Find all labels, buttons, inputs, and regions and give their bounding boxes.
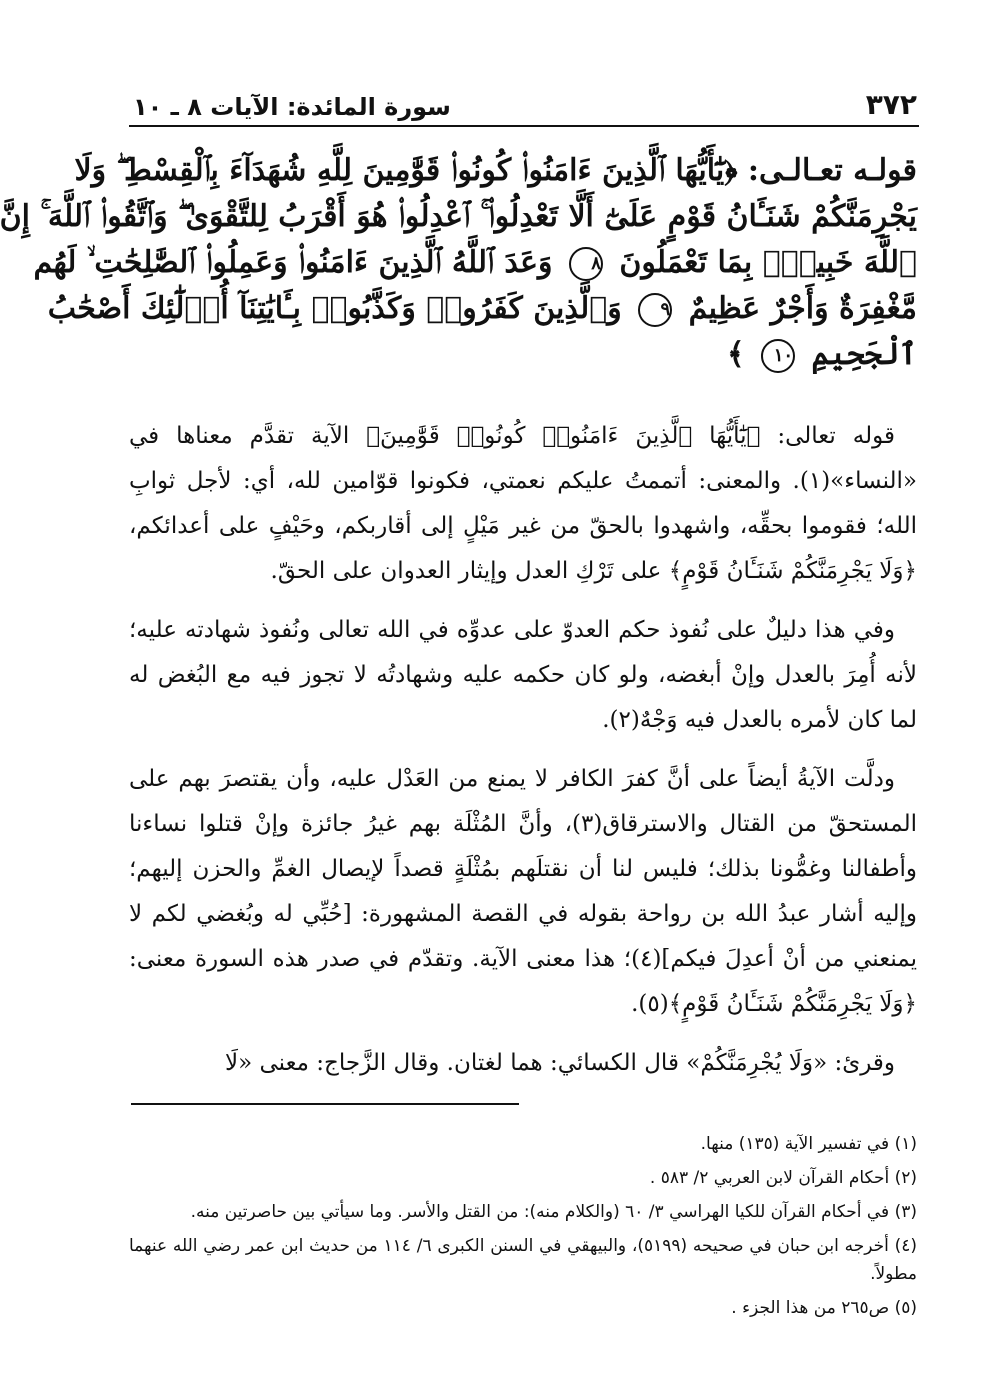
quran-line-1: قولـه تعـالـى: ﴿يَٰٓأَيُّهَا ٱلَّذِينَ ءَامَنُوا۟ كُونُوا۟ قَوَّٰمِينَ لِلَّهِ شُهَدَآءَ بِٱلْقِسْطِ ۖ وَلَا bbox=[74, 153, 917, 188]
verse-number-marker: ٩ bbox=[638, 293, 672, 327]
paragraph: وقرئ: «وَلَا يُجْرِمَنَّكُمْ» قال الكسائي: هما لغتان. وقال الزَّجاج: معنى «لَا bbox=[224, 1050, 895, 1076]
quran-closing-bracket: ﴾ bbox=[727, 337, 745, 372]
page-header bbox=[133, 80, 917, 122]
footnote: (١) في تفسير الآية (١٣٥) منها. bbox=[700, 1134, 917, 1154]
footnote: (٥) ص٢٦٥ من هذا الجزء . bbox=[731, 1298, 917, 1318]
paragraph: قوله تعالى: ﴿يَٰٓأَيُّهَا ٱلَّذِينَ ءَامَنُوا۟ كُونُوا۟ قَوَّٰمِينَ﴾ الآية تقدَّم معناها في «النساء»(١). والمعنى: أتممتُ عليكم نعمتي، فكونوا قوّامين لله، أي: لأجل ثوابِ الله؛ فقوموا بحقِّه، واشهدوا بالحقّ من غير مَيْلٍ إلى أقاربكم، وحَيْفٍ على أعدائكم، ﴿وَلَا يَجْرِمَنَّكُمْ شَنَـَٔانُ قَوْمٍ﴾ على تَرْكِ العدل وإيثار العدوان على الحقّ. bbox=[129, 423, 917, 584]
footnote-separator bbox=[131, 1103, 519, 1105]
verse-number-marker: ٨ bbox=[569, 247, 603, 281]
page-number: ٣٧٢ bbox=[865, 88, 917, 121]
quran-line-5-start: ٱلْجَحِيمِ bbox=[811, 337, 917, 372]
quran-line-3-rest: وَعَدَ ٱللَّهُ ٱلَّذِينَ ءَامَنُوا۟ وَعَمِلُوا۟ ٱلصَّٰلِحَٰتِ ۙ لَهُم bbox=[33, 245, 553, 280]
footnote: (٤) أخرجه ابن حبان في صحيحه (٥١٩٩)، والبيهقي في السنن الكبرى ٦/ ١١٤ من حديث ابن عمر رضي الله عنهما مطولاً. bbox=[129, 1236, 917, 1284]
footnote: (٣) في أحكام القرآن للكيا الهراسي ٣/ ٦٠ (والكلام منه): من القتل والأسر. وما سيأتي بين حاصرتين منه. bbox=[190, 1202, 917, 1222]
verse-number-marker: ١٠ bbox=[761, 339, 795, 373]
quran-line-4-start: مَّغْفِرَةٌ وَأَجْرٌ عَظِيمٌ bbox=[688, 291, 917, 326]
paragraph: وفي هذا دليلٌ على نُفوذ حكم العدوّ على عدوِّه في الله تعالى ونُفوذ شهادته عليه؛ لأنه أُمِرَ بالعدل وإنْ أبغضه، ولو كان حكمه عليه وشهادتُه لا تجوز فيه مع البُغض له لما كان لأمره بالعدل فيه وَجْهٌ(٢). bbox=[129, 617, 917, 733]
quran-verses-block bbox=[0, 148, 917, 396]
footnotes bbox=[129, 1130, 917, 1365]
quran-line-3-start: ٱللَّهَ خَبِيرٌۢ بِمَا تَعْمَلُونَ bbox=[619, 245, 917, 280]
quran-line-4 bbox=[47, 286, 917, 332]
running-title: سورة المائدة: الآيات ٨ ـ ١٠ bbox=[133, 93, 451, 121]
quran-line-2: يَجْرِمَنَّكُمْ شَنَـَٔانُ قَوْمٍ عَلَىٰٓ أَلَّا تَعْدِلُوا۟ ۚ ٱعْدِلُوا۟ هُوَ أَقْرَبُ لِلتَّقْوَىٰ ۖ وَٱتَّقُوا۟ ٱللَّهَ ۚ إِنَّ bbox=[0, 199, 917, 234]
quran-line-5 bbox=[129, 332, 917, 378]
header-rule bbox=[129, 125, 919, 127]
footnote: (٢) أحكام القرآن لابن العربي ٢/ ٥٨٣ . bbox=[649, 1168, 917, 1188]
quran-line-4-rest: وَٱلَّذِينَ كَفَرُوا۟ وَكَذَّبُوا۟ بِـَٔايَٰتِنَآ أُو۟لَٰٓئِكَ أَصْحَٰبُ bbox=[47, 291, 622, 326]
paragraph: ودلَّت الآيةُ أيضاً على أنَّ كفرَ الكافر لا يمنع من العَدْل عليه، وأن يقتصرَ بهم على المستحقّ من القتال والاسترقاق(٣)، وأنَّ المُثْلَة بهم غيرُ جائزة وإنْ قتلوا نساءنا وأطفالنا وغمُّونا بذلك؛ فليس لنا أن نقتلَهم بمُثْلَةٍ قصداً لإيصال الغمِّ والحزن إليهم؛ وإليه أشار عبدُ الله بن رواحة بقوله في القصة المشهورة: [حُبِّي له وبُغضي لكم لا يمنعني من أنْ أعدِلَ فيكم](٤)؛ هذا معنى الآية. وتقدّم في صدر هذه السورة معنى: ﴿وَلَا يَجْرِمَنَّكُمْ شَنَـَٔانُ قَوْمٍ﴾(٥). bbox=[129, 766, 917, 1017]
quran-line-3 bbox=[33, 240, 917, 286]
commentary-text bbox=[129, 414, 917, 1089]
